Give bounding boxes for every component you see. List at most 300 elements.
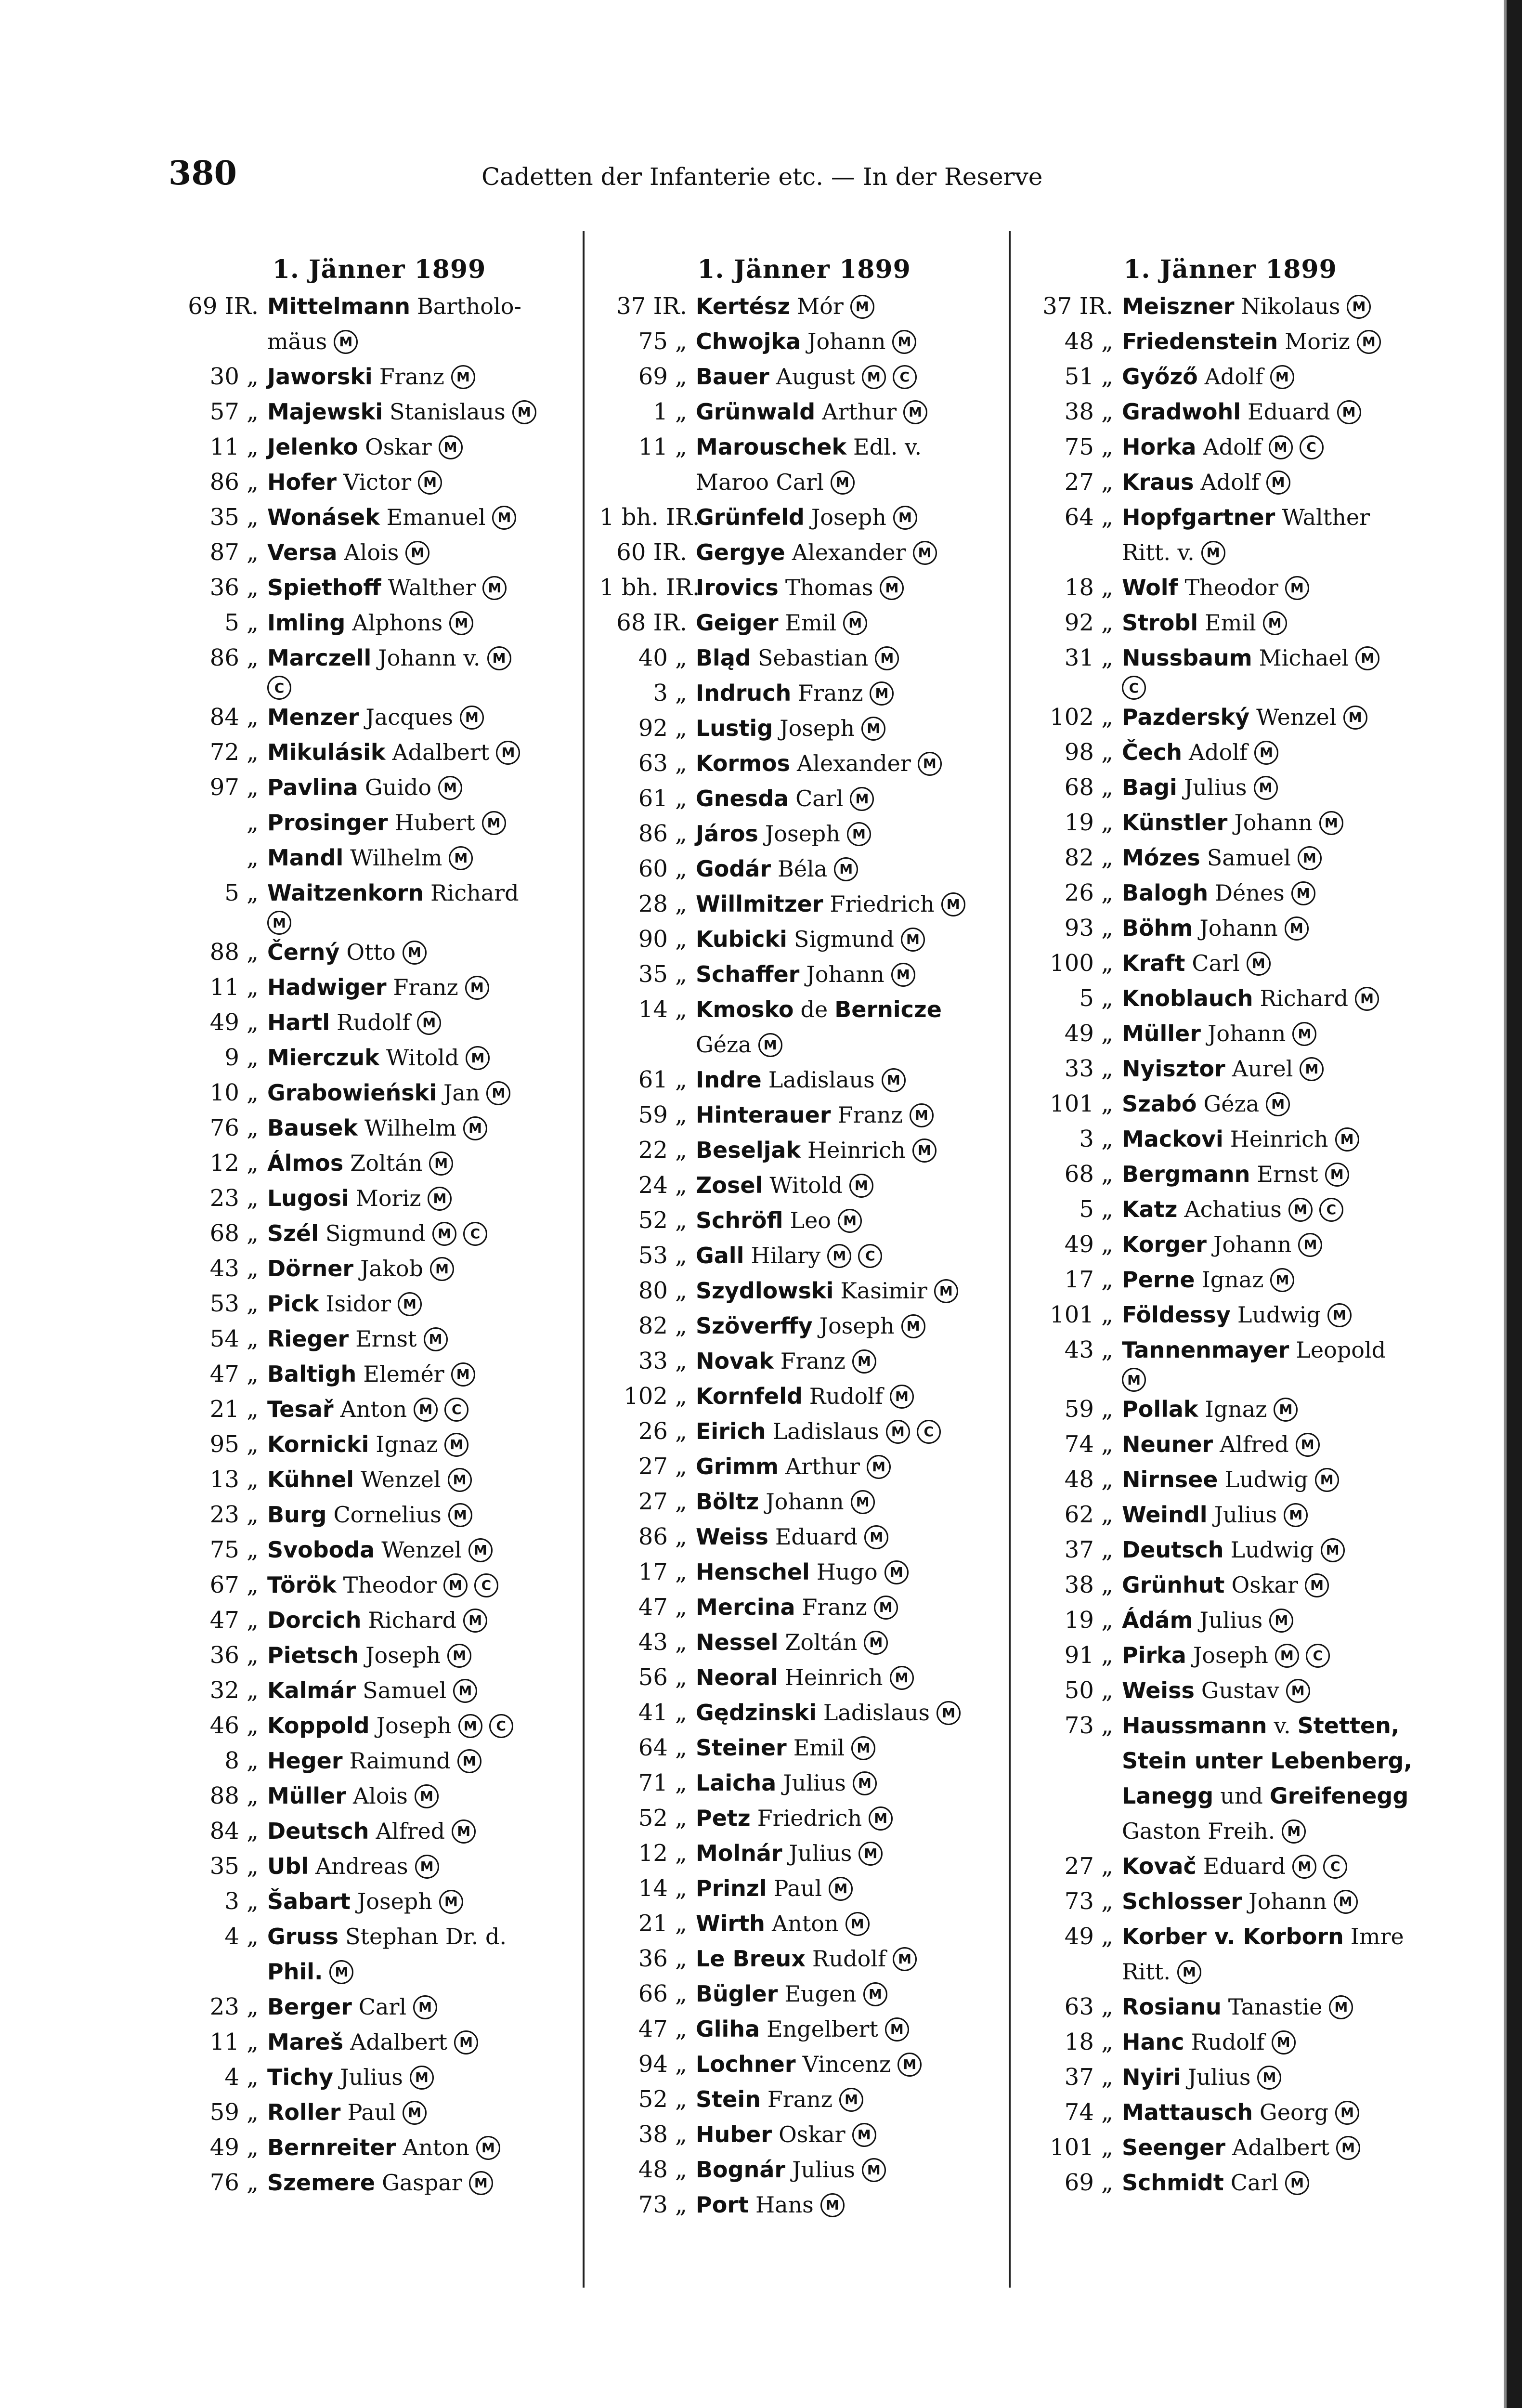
name-line bbox=[1122, 1568, 1435, 1603]
surname: Friedenstein bbox=[1122, 328, 1278, 354]
given-name: Emil bbox=[1205, 610, 1256, 636]
regiment-label: 66 „ bbox=[638, 1980, 687, 2007]
name-block bbox=[1122, 1262, 1435, 1297]
name-block bbox=[267, 1146, 587, 1181]
c-badge-icon: C bbox=[489, 1714, 513, 1738]
name-line bbox=[696, 2117, 1009, 2152]
name-line bbox=[696, 289, 1009, 324]
given-name: Theodor bbox=[1184, 575, 1278, 601]
m-badge-icon: M bbox=[874, 1596, 898, 1620]
name-line bbox=[696, 781, 1009, 816]
m-badge-icon: M bbox=[1335, 1127, 1359, 1152]
regiment-label: 4 „ bbox=[224, 2064, 259, 2091]
name-block bbox=[696, 887, 1009, 922]
surname: Álmos bbox=[267, 1150, 344, 1176]
given-name: Emil bbox=[793, 1735, 845, 1761]
list-item bbox=[599, 1590, 1009, 1625]
given-name: Witold bbox=[386, 1045, 459, 1071]
m-badge-icon: M bbox=[496, 741, 520, 765]
m-badge-icon: M bbox=[415, 1784, 439, 1808]
given-name: Hubert bbox=[394, 810, 475, 836]
given-name: Joseph bbox=[765, 821, 840, 847]
name-block bbox=[1122, 430, 1435, 465]
surname: Nyiri bbox=[1122, 2064, 1181, 2090]
surname: Pirka bbox=[1122, 1642, 1186, 1668]
list-item bbox=[599, 1449, 1009, 1484]
m-badge-icon: M bbox=[1343, 706, 1367, 730]
regiment-label: 88 „ bbox=[209, 1782, 259, 1809]
list-item bbox=[171, 1989, 587, 2025]
surname: Knoblauch bbox=[1122, 985, 1253, 1011]
regiment-label: 23 „ bbox=[209, 1185, 259, 1212]
regiment-label: 3 „ bbox=[1079, 1125, 1113, 1152]
list-item bbox=[599, 1730, 1009, 1766]
list-item bbox=[171, 1216, 587, 1251]
name-block bbox=[267, 1216, 587, 1251]
regiment-label: 49 „ bbox=[209, 1009, 259, 1036]
list-item bbox=[171, 1638, 587, 1673]
name-block bbox=[696, 1695, 1009, 1730]
list-item bbox=[171, 1146, 587, 1181]
name-line bbox=[696, 816, 1009, 851]
name-line bbox=[1122, 876, 1435, 911]
running-head: Cadetten der Infanterie etc. — In der Reserve bbox=[481, 163, 1043, 191]
m-badge-icon: M bbox=[457, 1749, 481, 1773]
name-block bbox=[696, 570, 1009, 605]
m-badge-icon: M bbox=[839, 2088, 863, 2112]
given-name: Achatius bbox=[1184, 1196, 1282, 1222]
given-name: Adalbert bbox=[1232, 2134, 1330, 2160]
surname: Grünfeld bbox=[696, 504, 805, 530]
m-badge-icon: M bbox=[1285, 916, 1309, 941]
regiment-label: 35 „ bbox=[209, 1853, 259, 1880]
surname: Bagi bbox=[1122, 774, 1177, 800]
name-line bbox=[696, 1203, 1009, 1238]
m-badge-icon: M bbox=[468, 1538, 493, 1562]
name-block bbox=[696, 1414, 1009, 1449]
surname: Marouschek bbox=[696, 434, 847, 460]
list-item bbox=[171, 2060, 587, 2095]
c-badge-icon: C bbox=[1323, 1855, 1347, 1879]
regiment-label: 18 „ bbox=[1064, 574, 1113, 601]
given-name: Adolf bbox=[1200, 469, 1260, 495]
regiment-label: 59 „ bbox=[209, 2099, 259, 2126]
list-item bbox=[1026, 2060, 1435, 2095]
name-block bbox=[267, 605, 587, 641]
name-block bbox=[267, 1603, 587, 1638]
m-badge-icon: M bbox=[512, 400, 536, 424]
regiment-label: 64 „ bbox=[1064, 504, 1113, 531]
m-badge-icon: M bbox=[1266, 471, 1290, 495]
m-badge-icon: M bbox=[1269, 1609, 1293, 1633]
given-name: Stephan Dr. d. bbox=[345, 1924, 507, 1950]
m-badge-icon: M bbox=[1275, 1644, 1299, 1668]
name-line bbox=[1122, 1673, 1435, 1708]
name-block bbox=[1122, 911, 1435, 946]
name-block bbox=[267, 1568, 587, 1603]
m-badge-icon: M bbox=[1296, 1433, 1320, 1457]
regiment-label: 1 bh. IR. bbox=[599, 574, 700, 601]
regiment-label: 12 „ bbox=[209, 1150, 259, 1177]
surname: Lochner bbox=[696, 2051, 796, 2077]
surname: Bergmann bbox=[1122, 1161, 1250, 1187]
surname: Kraus bbox=[1122, 469, 1194, 495]
name-block bbox=[267, 465, 587, 500]
given-name: Adolf bbox=[1203, 434, 1262, 460]
surname: Bügler bbox=[696, 1981, 778, 2007]
m-badge-icon: M bbox=[1298, 846, 1322, 870]
given-name: Zoltán bbox=[350, 1150, 423, 1176]
m-badge-icon: M bbox=[424, 1327, 448, 1351]
name-block bbox=[696, 1449, 1009, 1484]
surname: Menzer bbox=[267, 704, 359, 730]
name-block bbox=[1122, 1673, 1435, 1708]
given-name: Richard bbox=[1260, 985, 1349, 1011]
m-badge-icon: M bbox=[851, 1490, 875, 1514]
regiment-label: 30 „ bbox=[209, 363, 259, 390]
given-name: Jakob bbox=[360, 1256, 423, 1282]
surname: Hadwiger bbox=[267, 974, 387, 1000]
surname: Schlosser bbox=[1122, 1888, 1242, 1914]
name-line bbox=[1122, 2095, 1435, 2130]
given-name: Ludwig bbox=[1237, 1302, 1321, 1328]
given-name: Ignaz bbox=[1201, 1267, 1264, 1293]
name-line bbox=[696, 1941, 1009, 1976]
surname: Weiss bbox=[1122, 1677, 1195, 1703]
regiment-label: 82 „ bbox=[1064, 844, 1113, 871]
regiment-label: 46 „ bbox=[209, 1712, 259, 1739]
given-name: Leo bbox=[790, 1207, 831, 1233]
given-name: Friedrich bbox=[757, 1805, 862, 1831]
given-name: Ladislaus bbox=[772, 1418, 879, 1444]
list-item bbox=[171, 1111, 587, 1146]
list-item bbox=[171, 535, 587, 570]
name-line bbox=[267, 1322, 587, 1357]
m-badge-icon: M bbox=[843, 611, 867, 635]
list-item bbox=[599, 2152, 1009, 2187]
m-badge-icon: M bbox=[418, 471, 442, 495]
list-item bbox=[599, 1766, 1009, 1801]
given-name: Julius bbox=[783, 1770, 846, 1796]
given-name: Wenzel bbox=[361, 1466, 441, 1492]
name-line bbox=[696, 2187, 1009, 2223]
given-name: Moriz bbox=[1285, 328, 1350, 354]
surname: Phil. bbox=[267, 1959, 323, 1985]
given-name: Moriz bbox=[355, 1185, 421, 1211]
list-item bbox=[1026, 1157, 1435, 1192]
m-badge-icon: M bbox=[890, 1385, 914, 1409]
name-line bbox=[267, 840, 587, 876]
list-item bbox=[1026, 700, 1435, 735]
list-item bbox=[599, 922, 1009, 957]
m-badge-icon: M bbox=[466, 1046, 490, 1070]
m-badge-icon: M bbox=[460, 706, 484, 730]
regiment-label: 3 „ bbox=[653, 680, 687, 707]
name-line bbox=[1122, 500, 1435, 535]
regiment-label: 27 „ bbox=[638, 1453, 687, 1480]
given-name: Alfred bbox=[376, 1818, 445, 1844]
regiment-label: 14 „ bbox=[638, 996, 687, 1023]
regiment-label: 5 „ bbox=[1079, 985, 1113, 1012]
surname: Mattausch bbox=[1122, 2099, 1253, 2125]
list-item bbox=[1026, 1989, 1435, 2025]
name-block bbox=[267, 1779, 587, 1814]
name-block bbox=[267, 394, 587, 430]
name-line bbox=[267, 1884, 587, 1919]
m-badge-icon: M bbox=[482, 576, 507, 600]
given-name: Bartholo- bbox=[416, 293, 521, 319]
name-block bbox=[696, 1062, 1009, 1098]
m-badge-icon: M bbox=[893, 1947, 917, 1971]
name-line bbox=[267, 935, 587, 970]
name-line bbox=[1122, 1368, 1435, 1392]
surname: Gruss bbox=[267, 1924, 338, 1950]
list-item bbox=[171, 935, 587, 970]
name-block bbox=[267, 535, 587, 570]
surname: Neoral bbox=[696, 1664, 778, 1690]
list-item bbox=[599, 2047, 1009, 2082]
surname: Böhm bbox=[1122, 915, 1193, 941]
list-item bbox=[599, 1133, 1009, 1168]
name-block bbox=[1122, 465, 1435, 500]
regiment-label: 69 IR. bbox=[188, 293, 259, 320]
regiment-label: 72 „ bbox=[209, 739, 259, 766]
given-name: Georg bbox=[1259, 2099, 1329, 2125]
name-line bbox=[696, 1238, 1009, 1273]
name-block bbox=[267, 1322, 587, 1357]
given-name: Oskar bbox=[365, 434, 432, 460]
name-line bbox=[1122, 676, 1435, 700]
given-name: Eduard bbox=[775, 1524, 858, 1550]
m-badge-icon: M bbox=[1305, 1573, 1329, 1597]
m-badge-icon: M bbox=[859, 1842, 883, 1866]
regiment-label: 35 „ bbox=[638, 961, 687, 988]
m-badge-icon: M bbox=[937, 1701, 961, 1725]
surname: Ubl bbox=[267, 1853, 309, 1879]
list-item bbox=[1026, 2130, 1435, 2165]
given-name: mäus bbox=[267, 328, 327, 354]
m-badge-icon: M bbox=[910, 1103, 934, 1127]
m-badge-icon: M bbox=[1284, 1503, 1308, 1527]
regiment-label: 35 „ bbox=[209, 504, 259, 531]
name-line bbox=[267, 1989, 587, 2025]
surname: Wolf bbox=[1122, 575, 1178, 601]
surname: Szemere bbox=[267, 2170, 376, 2196]
surname: Nirnsee bbox=[1122, 1466, 1218, 1492]
name-line bbox=[696, 1379, 1009, 1414]
given-name: Julius bbox=[340, 2064, 403, 2090]
name-line bbox=[696, 1660, 1009, 1695]
name-line bbox=[696, 1590, 1009, 1625]
surname: Nussbaum bbox=[1122, 645, 1252, 671]
name-block bbox=[1122, 1157, 1435, 1192]
surname: Černý bbox=[267, 939, 340, 965]
column-3 bbox=[1026, 250, 1435, 2288]
name-line bbox=[1122, 946, 1435, 981]
given-name: Alexander bbox=[797, 750, 911, 776]
regiment-label: 13 „ bbox=[209, 1466, 259, 1493]
name-block bbox=[267, 1814, 587, 1849]
list-item bbox=[171, 1251, 587, 1286]
list-item bbox=[1026, 1427, 1435, 1462]
regiment-label: 76 „ bbox=[209, 1114, 259, 1141]
surname: Henschel bbox=[696, 1559, 810, 1585]
name-block bbox=[267, 1989, 587, 2025]
name-block bbox=[267, 805, 587, 840]
surname: Burg bbox=[267, 1502, 327, 1528]
regiment-label: 101 „ bbox=[1050, 1301, 1113, 1328]
regiment-label: 97 „ bbox=[209, 774, 259, 801]
regiment-label: 12 „ bbox=[638, 1840, 687, 1867]
surname: Kühnel bbox=[267, 1466, 354, 1492]
regiment-label: 27 „ bbox=[638, 1488, 687, 1515]
list-item bbox=[599, 711, 1009, 746]
name-block bbox=[696, 1660, 1009, 1695]
surname: Weindl bbox=[1122, 1502, 1208, 1528]
list-item bbox=[171, 2095, 587, 2130]
list-item bbox=[171, 1040, 587, 1075]
given-name: Adolf bbox=[1188, 739, 1248, 765]
surname: Bernicze bbox=[834, 996, 942, 1022]
name-line bbox=[267, 500, 587, 535]
list-item bbox=[171, 1462, 587, 1497]
given-name: Julius bbox=[1187, 2064, 1251, 2090]
m-badge-icon: M bbox=[827, 1244, 851, 1268]
name-block bbox=[1122, 876, 1435, 911]
given-name: Anton bbox=[340, 1396, 407, 1422]
name-block bbox=[696, 2152, 1009, 2187]
list-item bbox=[599, 1941, 1009, 1976]
given-name: Johann bbox=[1213, 1231, 1292, 1257]
m-badge-icon: M bbox=[438, 776, 462, 800]
regiment-label: 52 „ bbox=[638, 2086, 687, 2113]
given-name: Paul bbox=[773, 1875, 822, 1901]
name-line bbox=[1122, 289, 1435, 324]
surname: Kalmár bbox=[267, 1677, 356, 1703]
name-line bbox=[267, 570, 587, 605]
name-line bbox=[1122, 1779, 1435, 1814]
m-badge-icon: M bbox=[861, 717, 885, 741]
surname: Imling bbox=[267, 610, 346, 636]
name-block bbox=[1122, 805, 1435, 840]
name-block bbox=[1122, 1297, 1435, 1333]
name-line bbox=[1122, 1157, 1435, 1192]
surname: Petz bbox=[696, 1805, 751, 1831]
name-block bbox=[696, 851, 1009, 887]
name-line bbox=[696, 1836, 1009, 1871]
c-badge-icon: C bbox=[893, 365, 917, 389]
surname: Nessel bbox=[696, 1629, 779, 1655]
surname: Spiethoff bbox=[267, 575, 381, 601]
regiment-label: 5 „ bbox=[1079, 1196, 1113, 1223]
regiment-label: 76 „ bbox=[209, 2169, 259, 2196]
given-name: Alexander bbox=[792, 539, 906, 565]
name-block bbox=[1122, 1989, 1435, 2025]
surname: Rosianu bbox=[1122, 1994, 1222, 2020]
regiment-label: 36 „ bbox=[209, 574, 259, 601]
m-badge-icon: M bbox=[415, 1855, 439, 1879]
surname: Roller bbox=[267, 2099, 341, 2125]
given-name: Emanuel bbox=[386, 504, 486, 530]
regiment-label: 91 „ bbox=[1064, 1642, 1113, 1669]
list-item bbox=[599, 394, 1009, 430]
m-badge-icon: M bbox=[267, 911, 291, 935]
m-badge-icon: M bbox=[451, 1362, 475, 1387]
name-block bbox=[267, 2095, 587, 2130]
regiment-label: 47 „ bbox=[638, 1594, 687, 1621]
name-line bbox=[267, 1638, 587, 1673]
m-badge-icon: M bbox=[403, 2101, 427, 2125]
given-name: Heinrich bbox=[807, 1137, 906, 1163]
name-block bbox=[1122, 359, 1435, 394]
list-item bbox=[1026, 1568, 1435, 1603]
given-name: Eugen bbox=[784, 1981, 857, 2007]
name-line bbox=[267, 1392, 587, 1427]
list-item bbox=[171, 465, 587, 500]
surname: Müller bbox=[267, 1783, 346, 1809]
surname: Katz bbox=[1122, 1196, 1178, 1222]
surname: Bląd bbox=[696, 645, 751, 671]
list-item bbox=[599, 1906, 1009, 1941]
name-line bbox=[267, 1040, 587, 1075]
name-block bbox=[696, 430, 1009, 500]
m-badge-icon: M bbox=[428, 1187, 452, 1211]
surname: Horka bbox=[1122, 434, 1197, 460]
name-block bbox=[267, 1532, 587, 1568]
name-block bbox=[1122, 700, 1435, 735]
given-name: Guido bbox=[364, 774, 432, 800]
given-name: Tanastie bbox=[1228, 1994, 1323, 2020]
m-badge-icon: M bbox=[934, 1279, 958, 1303]
surname: Strobl bbox=[1122, 610, 1198, 636]
name-line bbox=[267, 1954, 587, 1989]
name-line bbox=[696, 2012, 1009, 2047]
name-line bbox=[1122, 535, 1435, 570]
regiment-label: 9 „ bbox=[224, 1044, 259, 1071]
list-item bbox=[599, 500, 1009, 535]
regiment-label: 57 „ bbox=[209, 398, 259, 425]
surname: Mikulásik bbox=[267, 739, 386, 765]
given-name: Paul bbox=[347, 2099, 396, 2125]
surname: Lustig bbox=[696, 715, 773, 741]
surname: Le Breux bbox=[696, 1946, 806, 1972]
name-line bbox=[696, 1730, 1009, 1766]
m-badge-icon: M bbox=[1285, 576, 1309, 600]
given-name: Wilhelm bbox=[350, 845, 442, 871]
given-name: Johann bbox=[1199, 915, 1278, 941]
m-badge-icon: M bbox=[405, 541, 429, 565]
name-line bbox=[1122, 605, 1435, 641]
name-block bbox=[696, 1519, 1009, 1555]
name-line bbox=[1122, 1462, 1435, 1497]
surname: Schmidt bbox=[1122, 2170, 1224, 2196]
surname: Indruch bbox=[696, 680, 792, 706]
m-badge-icon: M bbox=[864, 1525, 888, 1549]
name-line bbox=[1122, 1392, 1435, 1427]
regiment-label: 56 „ bbox=[638, 1664, 687, 1691]
surname: Heger bbox=[267, 1748, 343, 1774]
surname: Bausek bbox=[267, 1115, 358, 1141]
c-badge-icon: C bbox=[1122, 676, 1146, 700]
m-badge-icon: M bbox=[1274, 1398, 1298, 1422]
surname: Jelenko bbox=[267, 434, 358, 460]
regiment-label: 59 „ bbox=[638, 1101, 687, 1128]
name-line bbox=[696, 1695, 1009, 1730]
name-line bbox=[267, 1673, 587, 1708]
name-block bbox=[1122, 1532, 1435, 1568]
column-heading: 1. Jänner 1899 bbox=[1123, 255, 1337, 284]
name-line bbox=[696, 887, 1009, 922]
